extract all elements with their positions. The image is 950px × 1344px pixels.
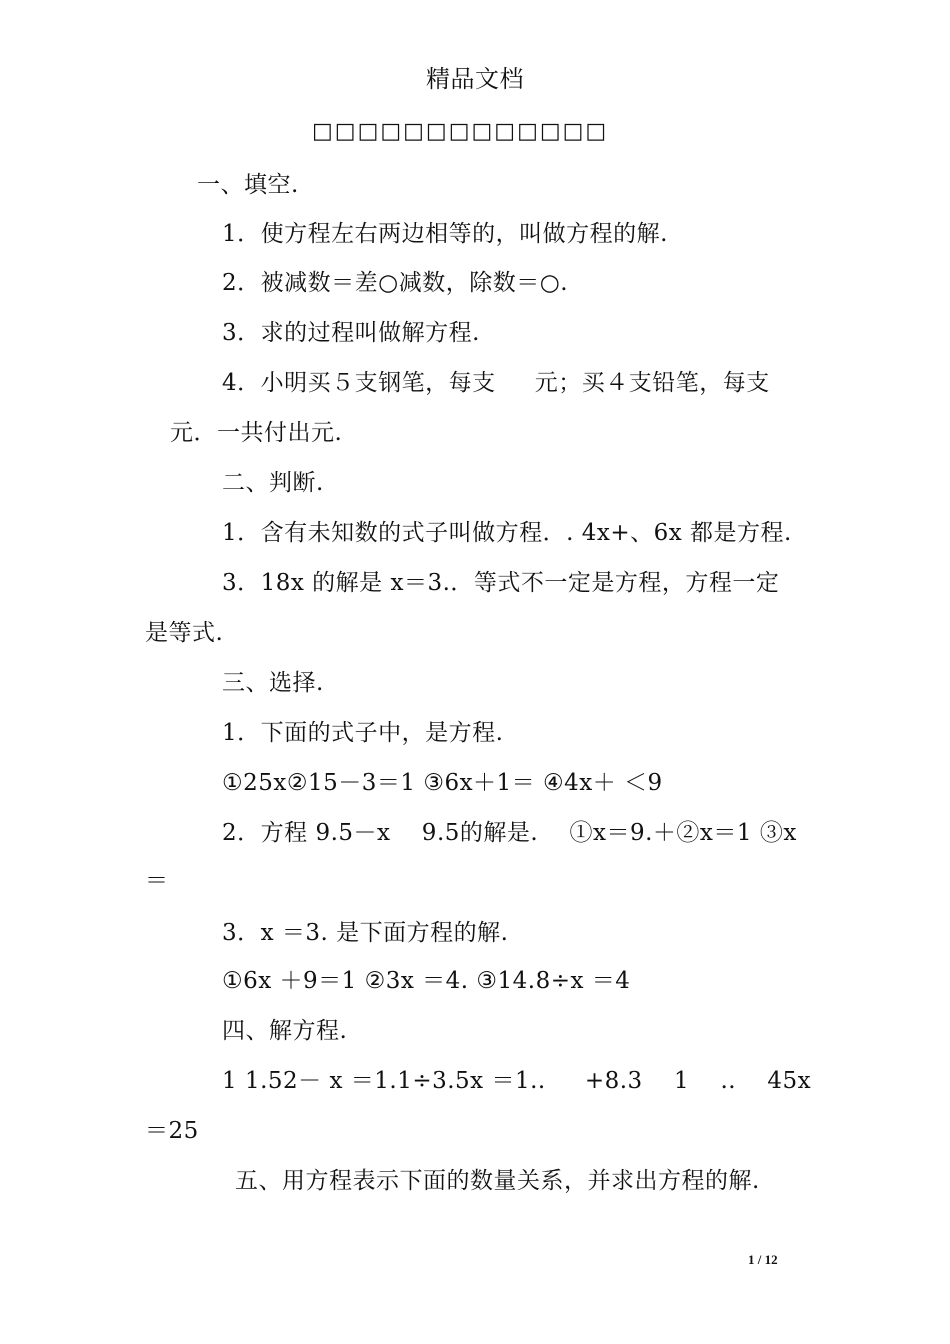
- choose-question-1: 1．下面的式子中，是方程.: [222, 720, 504, 746]
- page-number: 1 / 12: [748, 1252, 778, 1267]
- fill-question-2: 2．被减数＝差○减数，除数＝○.: [222, 270, 569, 296]
- judge-question-1: 1．含有未知数的式子叫做方程．. 4x+、6x 都是方程.: [222, 520, 792, 546]
- choose-question-1-options: ①25x②15－3＝1 ③6x＋1＝ ④4x＋ ＜9: [222, 770, 663, 796]
- judge-question-2: 3．18x 的解是 x＝3.．等式不一定是方程，方程一定: [222, 570, 780, 596]
- section-heading-fill: 一、填空.: [197, 172, 299, 198]
- section-heading-solve: 四、解方程.: [222, 1018, 348, 1044]
- section-heading-judge: 二、判断.: [222, 470, 324, 496]
- choose-question-3: 3．x ＝3. 是下面方程的解.: [222, 920, 509, 946]
- choose-question-2: 2．方程 9.5－x 9.5的解是. ①x＝9.＋②x＝1 ③x: [222, 820, 797, 846]
- page-header: 精品文档: [426, 65, 524, 93]
- section-heading-choose: 三、选择.: [222, 670, 324, 696]
- section-heading-model: 五、用方程表示下面的数量关系，并求出方程的解.: [235, 1168, 760, 1194]
- choose-question-2-cont: ＝: [145, 868, 169, 894]
- document-title: □□□□□□□□□□□□□: [312, 119, 609, 144]
- choose-question-3-options: ①6x ＋9＝1 ②3x ＝4. ③14.8÷x ＝4: [222, 968, 631, 994]
- judge-question-2-cont: 是等式.: [145, 620, 224, 646]
- fill-question-1: 1．使方程左右两边相等的，叫做方程的解.: [222, 221, 668, 247]
- fill-question-3: 3．求的过程叫做解方程.: [222, 320, 480, 346]
- solve-question-1: 1 1.52－ x ＝1.1÷3.5x ＝1.. +8.3 1 .. 45x: [222, 1068, 812, 1094]
- solve-question-1-cont: ＝25: [145, 1118, 199, 1144]
- fill-question-4-cont: 元．一共付出元.: [170, 420, 343, 446]
- fill-question-4: 4．小明买５支钢笔，每支 元；买４支铅笔，每支: [222, 370, 770, 396]
